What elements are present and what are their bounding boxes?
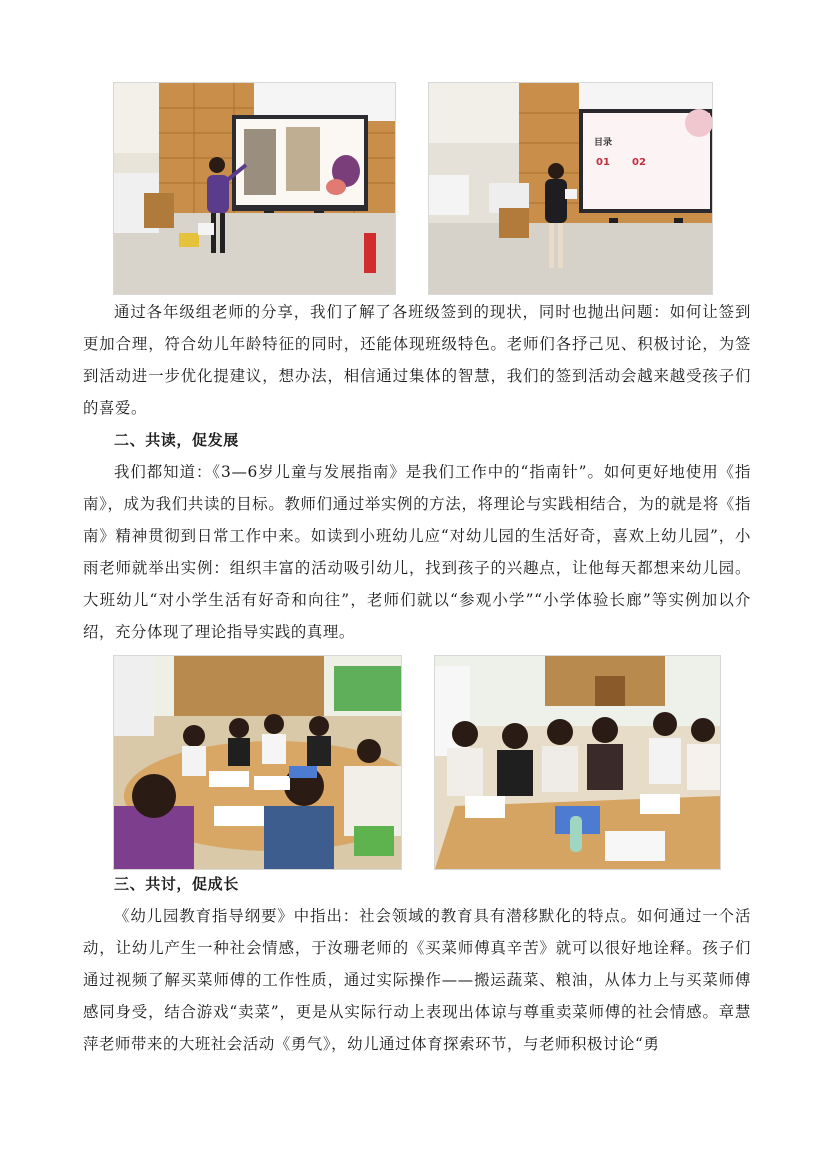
screen-slide-item-1-number: 01 — [596, 157, 610, 168]
section-3-text-block — [83, 868, 751, 1060]
photo-teachers-discussing-table — [434, 655, 721, 870]
section-2-paragraph: 我们都知道：《3—6岁儿童与发展指南》是我们工作中的“指南针”。如何更好地使用《指南》，成为我们共读的目标。教师们通过举实例的方法，将理论与实践相结合，为的就是将《指南》精神贯彻到日常工作中来。如读到小班幼儿应“对幼儿园的生活好奇，喜欢上幼儿园”，小雨老师就举出实例：组织丰富的活动吸引幼儿，找到孩子的兴趣点，让他每天都想来幼儿园。大班幼儿“对小学生活有好奇和向往”，老师们就以“参观小学”“小学体验长廊”等实例加以介绍，充分体现了理论指导实践的真理。 — [83, 463, 751, 641]
screen-slide-content — [586, 127, 706, 207]
photo-teachers-reading-table — [113, 655, 402, 870]
section-1-text-block — [83, 296, 751, 648]
section-2-heading: 二、共读，促发展 — [114, 431, 239, 449]
photo-teacher-presenting-screen — [113, 82, 396, 295]
section-3-paragraph: 《幼儿园教育指导纲要》中指出：社会领域的教育具有潜移默化的特点。如何通过一个活动，让幼儿产生一种社会情感，于汝珊老师的《买菜师傅真辛苦》就可以很好地诠释。孩子们通过视频了解买菜师傅的工作性质，通过实际操作——搬运蔬菜、粮油，从体力上与买菜师傅感同身受，结合游戏“卖菜”，更是从实际行动上表现出体谅与尊重卖菜师傅的社会情感。章慧萍老师带来的大班社会活动《勇气》，幼儿通过体育探索环节，与老师积极讨论“勇 — [83, 907, 751, 1053]
photo-teacher-beside-screen — [428, 82, 713, 295]
section-3-heading: 三、共讨，促成长 — [114, 875, 239, 893]
screen-slide-item-2-number: 02 — [632, 157, 646, 168]
screen-slide-title: 目录 — [594, 138, 613, 148]
section-1-paragraph: 通过各年级组老师的分享，我们了解了各班级签到的现状，同时也抛出问题：如何让签到更加合理，符合幼儿年龄特征的同时，还能体现班级特色。老师们各抒己见、积极讨论，为签到活动进一步优化提建议，想办法，相信通过集体的智慧，我们的签到活动会越来越受孩子们的喜爱。 — [83, 303, 751, 417]
